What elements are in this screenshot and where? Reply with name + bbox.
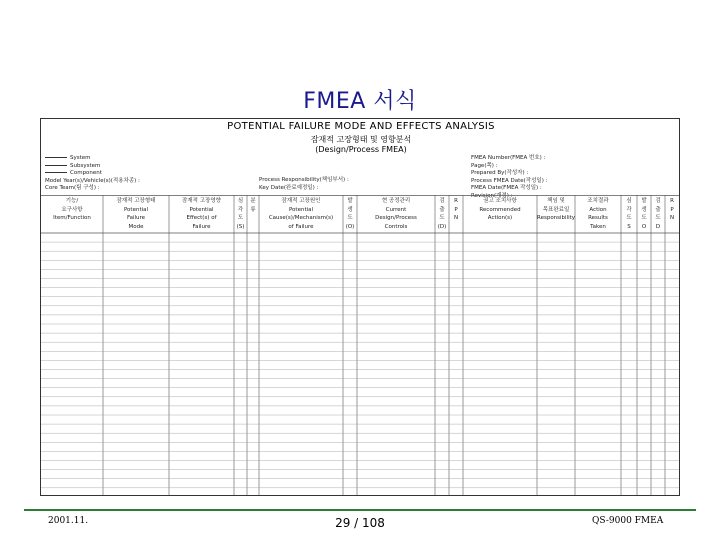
column-header-line: Taken: [590, 223, 606, 230]
column-header-line: 목표완료일: [542, 206, 570, 213]
meta-fmea-number: FMEA Number(FMEA 번호) :: [471, 155, 546, 161]
column-header-line: 각: [626, 206, 632, 213]
column-header-line: (D): [437, 223, 447, 230]
column-header-line: Effect(s) of: [186, 215, 217, 221]
form-title: POTENTIAL FAILURE MODE AND EFFECTS ANALYSIS: [227, 121, 495, 132]
column-header-line: D: [655, 223, 661, 230]
column-header-line: 도: [439, 215, 445, 221]
column-header-line: Potential: [189, 206, 214, 213]
column-header-line: 심: [626, 198, 632, 204]
column-header-line: 도: [641, 215, 647, 221]
column-header-line: 출: [439, 206, 445, 213]
column-header-line: of Failure: [288, 223, 314, 230]
column-header-line: 류: [250, 206, 256, 213]
footer-date: 2001.11.: [48, 516, 89, 526]
column-header-line: Recommended: [479, 206, 521, 213]
column-header-line: 잠재적 고장원인: [281, 198, 321, 204]
column-header-line: 요구사항: [61, 206, 83, 213]
column-header: [435, 197, 449, 231]
meta-revision: Revision(개정) :: [471, 192, 513, 199]
column-header: [41, 197, 103, 223]
column-header-line: Potential: [288, 206, 314, 213]
fmea-form: [40, 118, 680, 496]
meta-core-team: Core Team(팀 구성) :: [45, 185, 100, 192]
right-meta-block: [471, 155, 548, 201]
column-header: [259, 197, 343, 231]
column-header: [449, 197, 463, 223]
meta-responsibility: Process Responsibility(책임부서) :: [259, 177, 349, 183]
column-header-line: Controls: [384, 223, 408, 230]
column-header-line: 권고 조치사항: [483, 198, 517, 204]
column-header-line: Item/Function: [53, 215, 91, 221]
column-header-line: N: [453, 215, 459, 221]
column-header-line: 현 공정관리: [381, 198, 411, 204]
column-header-line: 분: [250, 198, 256, 204]
column-header: [103, 197, 169, 231]
column-header-line: R: [670, 198, 674, 204]
meta-key-date: Key Date(완료예정일) :: [259, 184, 319, 191]
column-header-line: (O): [345, 223, 355, 230]
column-header-line: Action: [589, 206, 607, 213]
column-header-line: Results: [588, 215, 608, 221]
meta-page: Page(쪽) :: [471, 162, 498, 169]
meta-subsystem: Subsystem: [45, 163, 140, 171]
meta-prepared-by: Prepared By(작성자) :: [471, 170, 529, 177]
footer-document-name: QS-9000 FMEA: [592, 516, 664, 526]
column-header-line: Failure: [126, 215, 146, 221]
column-header-line: 발: [347, 198, 353, 204]
column-header: [621, 197, 637, 231]
column-header: [651, 197, 665, 231]
column-header: [247, 197, 259, 214]
column-header-line: 검: [439, 198, 445, 204]
column-header-line: Design/Process: [375, 215, 417, 221]
column-header-line: O: [641, 223, 647, 230]
column-header: [234, 197, 247, 231]
column-header-line: (S): [236, 223, 245, 230]
page-number: 29 / 108: [335, 516, 385, 530]
column-header-line: S: [627, 223, 631, 230]
column-header-line: 도: [626, 215, 632, 221]
column-header-line: 검: [655, 198, 661, 204]
column-header-line: 출: [655, 206, 661, 213]
column-header-line: 잠재적 고장영향: [182, 198, 221, 204]
column-header: [357, 197, 435, 231]
column-header-line: 도: [237, 215, 244, 221]
column-header-line: Current: [385, 206, 407, 213]
column-header: [665, 197, 679, 223]
column-header-line: Cause(s)/Mechanism(s): [268, 215, 334, 221]
meta-model-year: Model Year(s)/Vehicle(s)(적용차종) :: [45, 177, 140, 184]
column-header-line: 조치결과: [587, 198, 609, 204]
column-header-line: N: [669, 215, 675, 221]
column-header: [537, 197, 575, 223]
column-header-line: 기능/: [65, 198, 79, 204]
column-header-line: 잠재적 고장형태: [116, 198, 156, 204]
column-header-line: 도: [347, 215, 353, 221]
meta-component: Component: [45, 170, 140, 178]
column-header-line: 심: [237, 198, 244, 204]
meta-fmea-date: FMEA Date(FMEA 작성일) :: [471, 185, 542, 192]
slide-title: FMEA 서식: [303, 89, 417, 114]
meta-system: System: [45, 155, 140, 163]
column-header-line: P: [454, 206, 458, 213]
center-meta-block: [259, 177, 349, 192]
column-header-line: P: [670, 206, 674, 213]
column-header-line: 책임 및: [547, 198, 565, 204]
column-header: [575, 197, 621, 231]
column-header-line: 생: [347, 206, 353, 213]
column-header-line: 생: [641, 206, 647, 213]
column-header-line: 도: [655, 215, 661, 221]
left-meta-block: [45, 155, 140, 193]
column-header: [637, 197, 651, 231]
column-header-line: Failure: [192, 223, 211, 230]
column-header-line: Action(s): [487, 215, 513, 221]
column-header: [169, 197, 234, 231]
footer-divider: [24, 509, 696, 511]
column-header-line: 발: [641, 198, 647, 204]
column-header-line: 각: [237, 206, 244, 213]
table-gridlines: [41, 192, 679, 495]
form-subtitle-korean: 잠재적 고장형태 및 영향분석: [310, 135, 412, 144]
fmea-table: [41, 192, 679, 495]
column-header-line: R: [454, 198, 458, 204]
column-header-line: Potential: [123, 206, 149, 213]
meta-process-date: Process FMEA Date(작성일) :: [471, 177, 548, 184]
column-header: [463, 197, 537, 223]
column-header: [343, 197, 357, 231]
column-header-line: Mode: [128, 223, 144, 230]
form-subtitle-english: (Design/Process FMEA): [315, 145, 407, 154]
column-header-line: Responsibility: [537, 215, 576, 221]
